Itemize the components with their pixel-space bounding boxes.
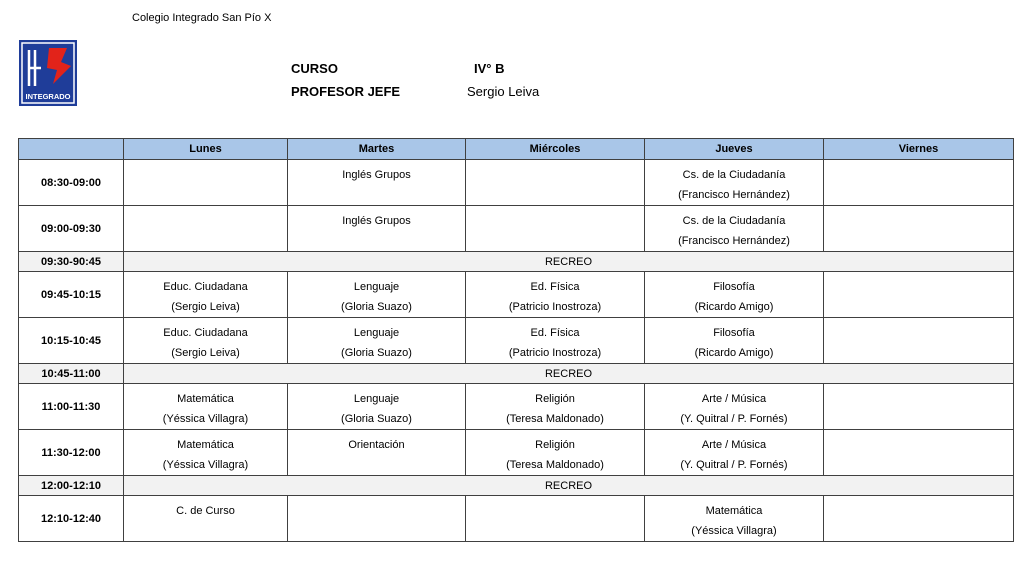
teacher-name: (Gloria Suazo) — [341, 301, 412, 313]
subject-name — [824, 206, 1013, 211]
teacher-name: (Ricardo Amigo) — [694, 347, 774, 359]
day-header-martes: Martes — [288, 139, 466, 160]
class-cell — [824, 430, 1014, 476]
class-cell — [645, 318, 824, 364]
teacher-name: (Patricio Inostroza) — [508, 301, 602, 313]
class-cell — [466, 496, 645, 542]
break-row — [19, 476, 1014, 496]
time-slot: 09:30-90:45 — [19, 252, 124, 272]
subject-name: C. de Curso — [176, 505, 235, 517]
class-cell — [288, 206, 466, 252]
subject-name: Religión — [535, 439, 575, 451]
subject-name — [288, 496, 465, 501]
subject-name: Orientación — [348, 439, 405, 451]
time-slot: 11:30-12:00 — [19, 430, 124, 476]
class-cell — [645, 384, 824, 430]
class-cell — [824, 272, 1014, 318]
class-cell — [288, 160, 466, 206]
teacher-name: (Teresa Maldonado) — [506, 459, 604, 471]
subject-name: Lenguaje — [353, 393, 400, 405]
class-cell — [645, 430, 824, 476]
class-row — [19, 272, 1014, 318]
subject-name: Inglés Grupos — [342, 169, 411, 181]
subject-name — [466, 496, 644, 501]
time-slot: 10:45-11:00 — [19, 364, 124, 384]
class-cell — [824, 318, 1014, 364]
subject-name: Arte / Música — [701, 439, 767, 451]
class-cell — [645, 160, 824, 206]
time-slot: 09:00-09:30 — [19, 206, 124, 252]
subject-name: Inglés Grupos — [342, 215, 411, 227]
subject-name — [466, 206, 644, 211]
class-row — [19, 384, 1014, 430]
teacher-name: (Yéssica Villagra) — [162, 459, 249, 471]
class-row — [19, 160, 1014, 206]
class-cell — [124, 206, 288, 252]
subject-name — [824, 384, 1013, 389]
teacher-name: (Patricio Inostroza) — [508, 347, 602, 359]
class-cell — [124, 318, 288, 364]
subject-name: Lenguaje — [353, 327, 400, 339]
teacher-name: (Sergio Leiva) — [171, 301, 240, 313]
class-cell — [124, 160, 288, 206]
subject-name — [124, 160, 287, 165]
class-cell — [466, 384, 645, 430]
class-row — [19, 318, 1014, 364]
day-header-viernes: Viernes — [824, 139, 1014, 160]
class-cell — [288, 384, 466, 430]
subject-name — [824, 496, 1013, 501]
class-cell — [824, 496, 1014, 542]
class-cell — [124, 496, 288, 542]
subject-name: Religión — [535, 393, 575, 405]
school-logo — [19, 40, 77, 106]
school-name: Colegio Integrado San Pío X — [132, 12, 272, 24]
break-row — [19, 252, 1014, 272]
teacher-name: (Sergio Leiva) — [171, 347, 240, 359]
class-cell — [288, 496, 466, 542]
class-cell — [124, 384, 288, 430]
break-label: RECREO — [124, 476, 1014, 496]
subject-name: Matemática — [177, 439, 234, 451]
subject-name — [466, 160, 644, 165]
subject-name: Matemática — [177, 393, 234, 405]
subject-name: Educ. Ciudadana — [163, 281, 248, 293]
class-cell — [645, 206, 824, 252]
class-cell — [466, 206, 645, 252]
break-label: RECREO — [124, 364, 1014, 384]
subject-name: Educ. Ciudadana — [163, 327, 248, 339]
day-header-jueves: Jueves — [645, 139, 824, 160]
teacher-name: (Gloria Suazo) — [341, 347, 412, 359]
class-cell — [824, 160, 1014, 206]
time-slot: 09:45-10:15 — [19, 272, 124, 318]
teacher-name: (Francisco Hernández) — [678, 189, 790, 201]
class-cell — [645, 272, 824, 318]
subject-name: Cs. de la Ciudadanía — [682, 169, 786, 181]
curso-value: IV° B — [474, 61, 505, 76]
svg-text:INTEGRADO: INTEGRADO — [25, 92, 71, 101]
break-row — [19, 364, 1014, 384]
class-cell — [824, 206, 1014, 252]
schedule-header-row — [19, 139, 1014, 160]
day-header-miercoles: Miércoles — [466, 139, 645, 160]
class-cell — [288, 430, 466, 476]
time-slot: 12:00-12:10 — [19, 476, 124, 496]
teacher-name: (Yéssica Villagra) — [162, 413, 249, 425]
time-slot: 12:10-12:40 — [19, 496, 124, 542]
teacher-name: (Y. Quitral / P. Fornés) — [680, 413, 788, 425]
teacher-name: (Yéssica Villagra) — [691, 525, 777, 537]
class-row — [19, 496, 1014, 542]
class-cell — [124, 430, 288, 476]
class-cell — [466, 272, 645, 318]
profesor-jefe-value: Sergio Leiva — [467, 84, 540, 99]
subject-name: Filosofía — [713, 327, 755, 339]
subject-name — [824, 430, 1013, 435]
day-header-lunes: Lunes — [124, 139, 288, 160]
subject-name — [824, 318, 1013, 323]
subject-name: Lenguaje — [353, 281, 400, 293]
class-cell — [466, 318, 645, 364]
subject-name: Arte / Música — [701, 393, 767, 405]
class-cell — [466, 160, 645, 206]
subject-name: Ed. Física — [530, 281, 580, 293]
curso-label: CURSO — [291, 61, 338, 76]
schedule-body — [19, 160, 1014, 542]
profesor-jefe-label: PROFESOR JEFE — [291, 84, 401, 99]
class-cell — [288, 318, 466, 364]
teacher-name: (Y. Quitral / P. Fornés) — [680, 459, 788, 471]
time-slot: 08:30-09:00 — [19, 160, 124, 206]
schedule-table — [18, 138, 1014, 542]
time-column-header — [19, 139, 124, 160]
subject-name — [824, 160, 1013, 165]
class-row — [19, 206, 1014, 252]
subject-name — [824, 272, 1013, 277]
time-slot: 11:00-11:30 — [19, 384, 124, 430]
break-label: RECREO — [124, 252, 1014, 272]
subject-name: Filosofía — [713, 281, 755, 293]
class-cell — [466, 430, 645, 476]
class-cell — [824, 384, 1014, 430]
subject-name — [124, 206, 287, 211]
teacher-name: (Francisco Hernández) — [678, 235, 790, 247]
time-slot: 10:15-10:45 — [19, 318, 124, 364]
subject-name: Matemática — [705, 505, 763, 517]
subject-name: Cs. de la Ciudadanía — [682, 215, 786, 227]
teacher-name: (Gloria Suazo) — [341, 413, 412, 425]
class-cell — [288, 272, 466, 318]
class-cell — [124, 272, 288, 318]
teacher-name: (Teresa Maldonado) — [506, 413, 604, 425]
class-row — [19, 430, 1014, 476]
subject-name: Ed. Física — [530, 327, 580, 339]
teacher-name: (Ricardo Amigo) — [694, 301, 774, 313]
class-cell — [645, 496, 824, 542]
